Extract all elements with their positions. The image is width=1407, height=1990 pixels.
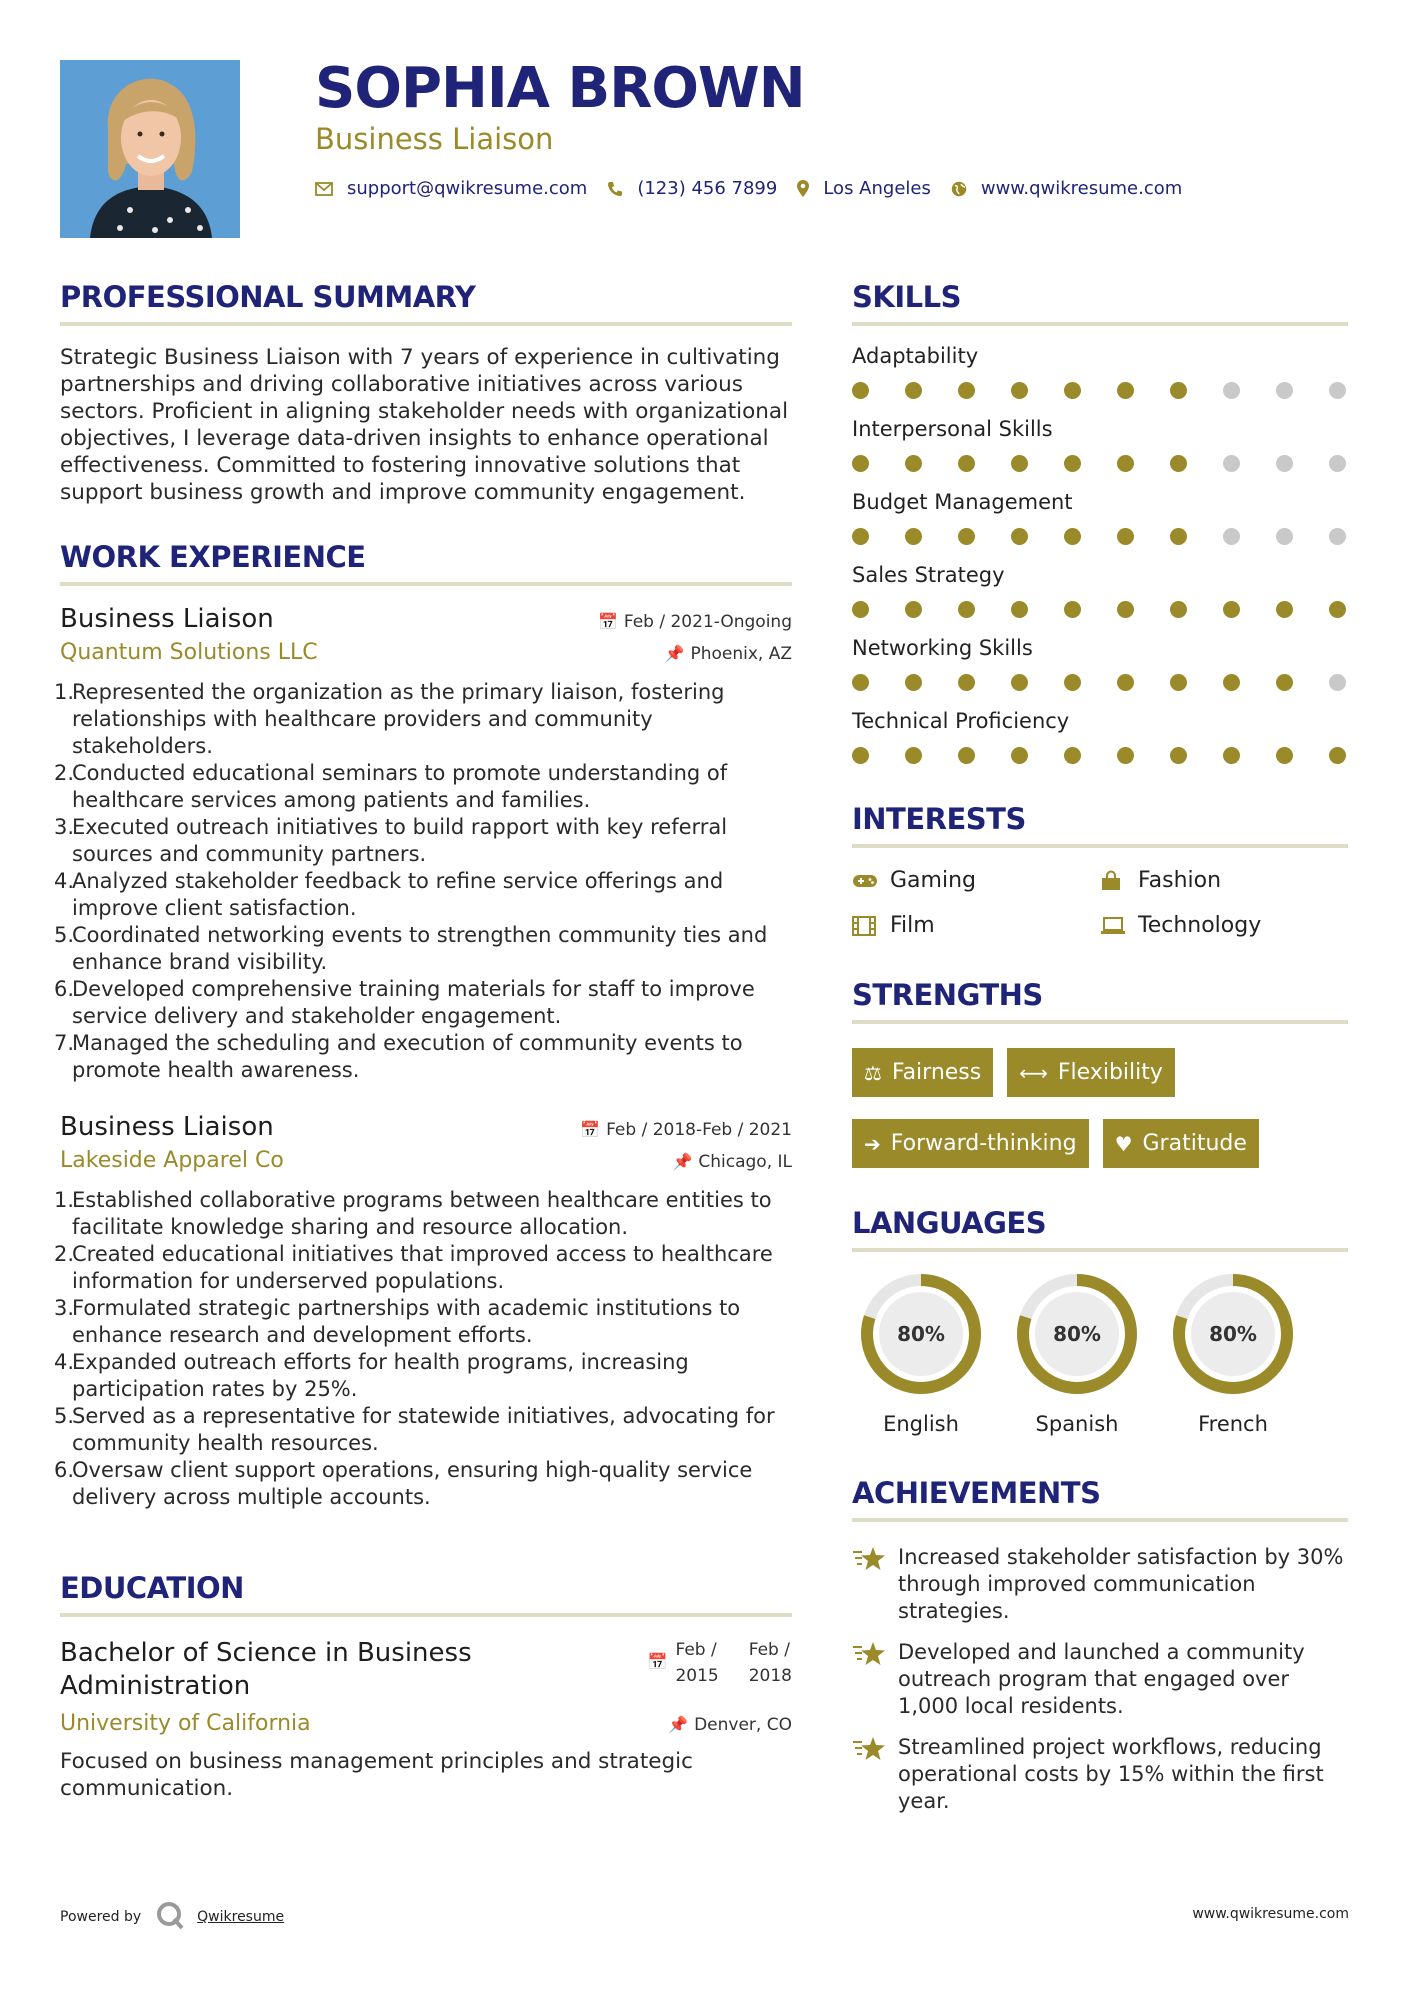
skills-heading: SKILLS [852,280,1348,326]
degree-title: Bachelor of Science in Business Administration [60,1638,472,1701]
job-bullets [54,679,792,1084]
rating-dot-filled [852,528,869,545]
interest-item: Film [852,913,1100,938]
rating-dot-filled [1223,674,1240,691]
language-name: French [1198,1412,1268,1436]
rating-dot-filled [1170,382,1187,399]
language-ring [1015,1272,1139,1396]
rating-dot-empty [1223,382,1240,399]
language-name: Spanish [1035,1412,1119,1436]
rating-dot-empty [1329,382,1346,399]
rating-dot-filled [1223,601,1240,618]
list-item: 6. Developed comprehensive training materials for staff to improve service delivery and stakeholder engagement. [54,977,755,1028]
job-title: Business Liaison [60,604,274,634]
rating-dot-filled [1223,747,1240,764]
language-item [994,1272,1160,1436]
strengths-heading: STRENGTHS [852,978,1348,1024]
job-location: Chicago, IL [698,1152,792,1172]
skill-rating [852,674,1348,691]
strength-chip: ♥ Gratitude [1103,1119,1259,1168]
rating-dot-filled [852,601,869,618]
star-icon [852,1544,898,1625]
rating-dot-empty [1329,674,1346,691]
rating-dot-filled [852,455,869,472]
email-link[interactable]: support@qwikresume.com [347,178,588,199]
left-column [54,280,792,1802]
job-dates: Feb / 2021-Ongoing [623,612,792,632]
laptop-icon [1100,917,1128,935]
achievement-item: Streamlined project workflows, reducing operational costs by 15% within the first year. [852,1734,1348,1815]
rating-dot-filled [958,382,975,399]
rating-dot-filled [1011,747,1028,764]
summary-text: Strategic Business Liaison with 7 years of experience in cultivating partnerships and driving collaborative initiatives across various sectors. Proficient in aligning stakeholder needs with organizational objectives, I leverage data-driven insights to enhance operational effectiveness. Committed to fostering innovative solutions that support business growth and improve community engagement. [60,345,789,505]
gamepad-icon [852,873,880,889]
qwikresume-link[interactable]: Qwikresume [197,1909,285,1925]
rating-dot-filled [958,601,975,618]
pushpin-icon: 📌 [668,1715,689,1734]
school-name: University of California [60,1711,311,1736]
languages-heading: LANGUAGES [852,1206,1348,1252]
candidate-name: SOPHIA BROWN [315,56,805,121]
skill-rating [852,747,1348,764]
candidate-role: Business Liaison [315,122,554,156]
education-entry [60,1637,792,1802]
rating-dot-empty [1276,382,1293,399]
rating-dot-filled [1011,382,1028,399]
rating-dot-filled [1064,674,1081,691]
calendar-icon: 📅 [580,1120,601,1139]
powered-by-label: Powered by [60,1909,142,1925]
rating-dot-filled [1276,674,1293,691]
rating-dot-filled [1064,528,1081,545]
envelope-icon [315,182,333,196]
interests-heading: INTERESTS [852,802,1348,848]
edu-start-year: 2015 [675,1666,719,1686]
education-heading: EDUCATION [60,1571,792,1617]
arrow-right-icon: ➔ [864,1131,881,1156]
strength-chip: ⟷ Flexibility [1007,1048,1175,1097]
shopping-bag-icon [1100,870,1128,892]
list-item: 4. Expanded outreach efforts for health programs, increasing participation rates by 25%. [54,1350,689,1401]
rating-dot-filled [1064,382,1081,399]
pushpin-icon: 📌 [672,1152,693,1171]
skill-name: Interpersonal Skills [852,417,1053,441]
rating-dot-empty [1276,455,1293,472]
rating-dot-empty [1329,455,1346,472]
rating-dot-filled [905,382,922,399]
pushpin-icon: 📌 [664,644,685,663]
rating-dot-filled [1011,455,1028,472]
globe-icon [951,181,967,197]
languages-list [852,1272,1348,1436]
heart-icon: ♥ [1114,1131,1133,1156]
interest-item: Fashion [1100,868,1348,893]
skill-item [852,344,1348,399]
rating-dot-filled [852,674,869,691]
school-location: Denver, CO [694,1715,792,1735]
language-percent: 80% [1053,1322,1101,1346]
job-entry-2 [54,1112,792,1511]
rating-dot-filled [1064,455,1081,472]
list-item: 3. Formulated strategic partnerships with academic institutions to enhance research and development efforts. [54,1296,741,1347]
rating-dot-filled [1011,528,1028,545]
phone-icon [607,181,623,197]
star-icon [852,1639,898,1720]
film-icon [852,916,880,936]
rating-dot-filled [905,528,922,545]
rating-dot-filled [905,455,922,472]
qwikresume-logo-icon [155,1900,185,1934]
rating-dot-filled [1170,528,1187,545]
skill-name: Technical Proficiency [852,709,1070,733]
list-item: 5. Served as a representative for statewide initiatives, advocating for community health resources. [54,1404,775,1455]
list-item: 4. Analyzed stakeholder feedback to refine service offerings and improve client satisfaction. [54,869,724,920]
company-name: Lakeside Apparel Co [60,1148,284,1173]
footer-powered-by [60,1900,284,1934]
interest-item: Gaming [852,868,1100,893]
language-ring [859,1272,983,1396]
rating-dot-filled [1117,382,1134,399]
language-name: English [883,1412,959,1436]
rating-dot-filled [1117,747,1134,764]
skills-list [852,344,1348,764]
rating-dot-filled [852,382,869,399]
balance-scale-icon: ⚖ [864,1060,882,1085]
rating-dot-filled [958,747,975,764]
language-percent: 80% [897,1322,945,1346]
rating-dot-filled [1117,674,1134,691]
rating-dot-filled [1329,601,1346,618]
rating-dot-filled [852,747,869,764]
map-marker-icon [797,180,809,197]
skill-item [852,563,1348,618]
star-icon [852,1734,898,1815]
list-item: 5. Coordinated networking events to strengthen community ties and enhance brand visibility. [54,923,768,974]
rating-dot-filled [1170,747,1187,764]
strength-chip: ➔ Forward-thinking [852,1119,1089,1168]
skill-item [852,636,1348,691]
rating-dot-filled [1276,601,1293,618]
rating-dot-filled [1170,674,1187,691]
edu-end-month: Feb / [748,1640,790,1660]
achievement-item: Increased stakeholder satisfaction by 30% through improved communication strategies. [852,1544,1348,1625]
footer-website[interactable]: www.qwikresume.com [1192,1906,1349,1922]
profile-photo [60,60,240,238]
rating-dot-filled [1011,674,1028,691]
rating-dot-filled [1170,601,1187,618]
rating-dot-empty [1223,528,1240,545]
list-item: 6. Oversaw client support operations, ensuring high-quality service delivery across multiple accounts. [54,1458,753,1509]
skill-name: Networking Skills [852,636,1033,660]
language-item [1150,1272,1316,1436]
rating-dot-filled [1117,528,1134,545]
language-item [838,1272,1004,1436]
company-name: Quantum Solutions LLC [60,640,318,665]
rating-dot-filled [1276,747,1293,764]
interest-item: Technology [1100,913,1348,938]
website-link[interactable]: www.qwikresume.com [980,178,1183,199]
rating-dot-empty [1276,528,1293,545]
portrait-image [60,60,240,238]
rating-dot-filled [1170,455,1187,472]
interests-list [852,868,1348,938]
language-ring [1171,1272,1295,1396]
phone-number[interactable]: (123) 456 7899 [637,178,778,199]
skill-name: Budget Management [852,490,1073,514]
achievements-list [852,1544,1348,1815]
job-entry-1 [54,604,792,1084]
right-column [852,280,1348,1815]
job-location: Phoenix, AZ [690,644,792,664]
rating-dot-filled [1117,601,1134,618]
list-item: 2. Conducted educational seminars to promote understanding of healthcare services among patients and families. [54,761,728,812]
rating-dot-filled [958,455,975,472]
job-dates: Feb / 2018-Feb / 2021 [606,1120,792,1140]
skill-name: Sales Strategy [852,563,1005,587]
rating-dot-filled [958,674,975,691]
rating-dot-filled [1117,455,1134,472]
achievements-heading: ACHIEVEMENTS [852,1476,1348,1522]
skill-rating [852,382,1348,399]
rating-dot-filled [905,601,922,618]
job-bullets [54,1187,792,1511]
rating-dot-filled [1011,601,1028,618]
location-text: Los Angeles [823,178,931,199]
rating-dot-filled [905,674,922,691]
rating-dot-filled [1064,747,1081,764]
rating-dot-filled [1064,601,1081,618]
calendar-icon: 📅 [647,1652,668,1671]
contact-bar [315,178,1202,199]
work-heading: WORK EXPERIENCE [60,540,792,586]
skill-item [852,417,1348,472]
strengths-list [852,1048,1348,1168]
list-item: 7. Managed the scheduling and execution of community events to promote health awareness. [54,1031,743,1082]
arrows-horizontal-icon: ⟷ [1019,1060,1048,1085]
edu-start-month: Feb / [675,1640,717,1660]
skill-item [852,709,1348,764]
skill-rating [852,528,1348,545]
summary-heading: PROFESSIONAL SUMMARY [60,280,792,326]
rating-dot-filled [905,747,922,764]
skill-item [852,490,1348,545]
skill-rating [852,455,1348,472]
rating-dot-filled [1329,747,1346,764]
job-title: Business Liaison [60,1112,274,1142]
rating-dot-empty [1329,528,1346,545]
rating-dot-empty [1223,455,1240,472]
skill-name: Adaptability [852,344,979,368]
edu-end-year: 2018 [748,1666,792,1686]
calendar-icon: 📅 [597,612,618,631]
education-description: Focused on business management principles and strategic communication. [60,1749,693,1801]
achievement-item: Developed and launched a community outreach program that engaged over 1,000 local residents. [852,1639,1348,1720]
list-item: 3. Executed outreach initiatives to build rapport with key referral sources and community partners. [54,815,728,866]
list-item: 1. Established collaborative programs between healthcare entities to facilitate knowledge sharing and resource allocation. [54,1188,772,1239]
language-percent: 80% [1209,1322,1257,1346]
strength-chip: ⚖ Fairness [852,1048,993,1097]
rating-dot-filled [958,528,975,545]
list-item: 2. Created educational initiatives that improved access to healthcare information for underserved populations. [54,1242,773,1293]
skill-rating [852,601,1348,618]
list-item: 1. Represented the organization as the primary liaison, fostering relationships with healthcare providers and community stakeholders. [54,680,725,758]
